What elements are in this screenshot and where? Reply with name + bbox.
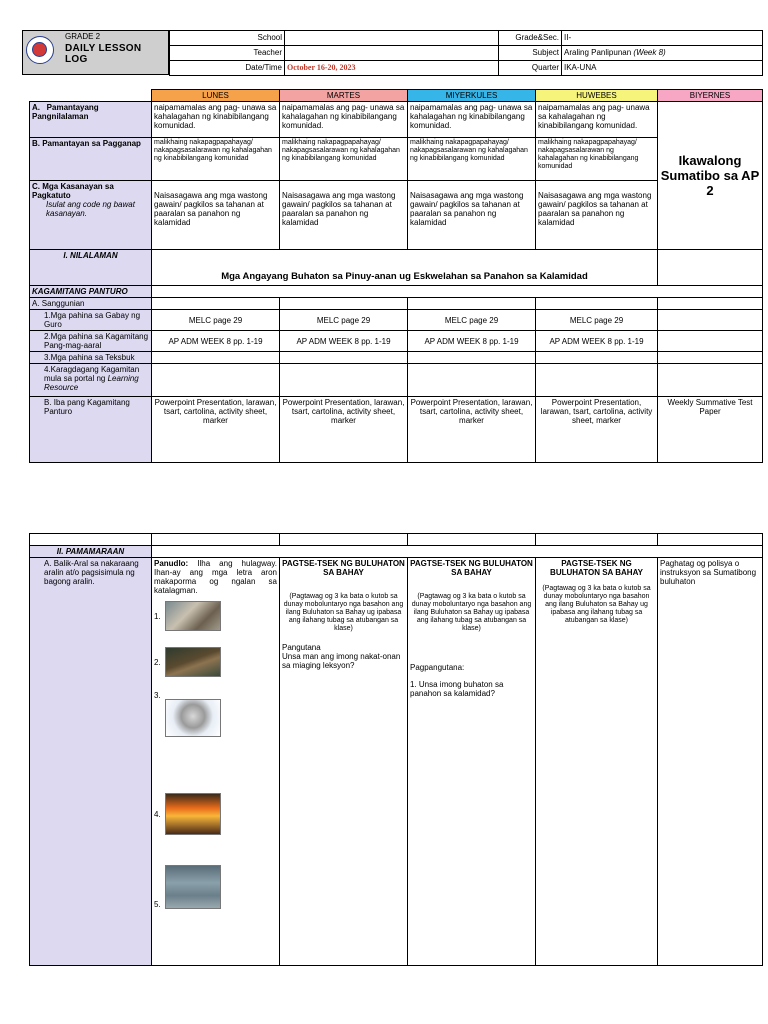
biyernes-summative-title: Ikawalong Sumatibo sa AP 2: [660, 153, 760, 198]
karagdagang-lunes[interactable]: [152, 364, 280, 397]
row-label-kagamitang-mag-aaral: 2.Mga pahina sa Kagamitang Pang-mag-aaral: [30, 331, 152, 352]
biyernes-summative-cell[interactable]: [658, 102, 763, 250]
row-label-teksbuk: 3.Mga pahina sa Teksbuk: [30, 352, 152, 364]
day-header-huwebes: HUWEBES: [536, 90, 658, 102]
sanggunian-lunes[interactable]: [152, 298, 280, 310]
teacher-value[interactable]: [285, 46, 499, 61]
quarter-label: Quarter: [499, 61, 562, 76]
subject-value: Araling Panlipunan: [564, 48, 632, 57]
day-header-miyerkules: MIYERKULES: [408, 90, 536, 102]
lunes-instruction: [154, 559, 277, 595]
lunes-text: Ilha ang hulagway. Ihan-ay ang mga letra aron makaporma og ngalan sa katalagman.: [154, 559, 277, 595]
pangnilalaman-huwebes[interactable]: naipamamalas ang pag- unawa sa kahalagahan ng kinabibilangang komunidad.: [536, 102, 658, 138]
karagdagang-italic: Learning Resource: [44, 374, 139, 392]
part2-blank-lunes: [152, 534, 280, 546]
pic-number-2: 2.: [154, 657, 161, 667]
miy-pagtse-title: PAGTSE-TSEK NG BULUHATON SA BAHAY: [410, 559, 533, 577]
pic-number-4: 4.: [154, 809, 161, 819]
school-label: School: [170, 31, 285, 46]
iba-biyernes[interactable]: Weekly Summative Test Paper: [658, 397, 763, 463]
row-label-karagdagang-kagamitan: [30, 364, 152, 397]
karagdagang-huwebes[interactable]: [536, 364, 658, 397]
volcano-eruption-photo-icon: [165, 699, 221, 737]
martes-pagtse-note: (Pagtawag og 3 ka bata o kutob sa dunay moboluntaryo nga basahon ang ilang Buluhaton sa Bahay ug ipabasa ang ilahang tubag sa atubangan sa klase): [283, 593, 404, 632]
part2-blank-biyernes: [658, 534, 763, 546]
martes-pagtse-title: PAGTSE-TSEK NG BULUHATON SA BAHAY: [282, 559, 405, 577]
corner-cell: [30, 90, 152, 102]
iba-huwebes[interactable]: Powerpoint Presentation, larawan, tsart, cartolina, activity sheet, marker: [536, 397, 658, 463]
balik-aral-lunes[interactable]: [152, 558, 280, 966]
balik-aral-miyerkules[interactable]: [408, 558, 536, 966]
martes-question: Unsa man ang imong nakat-onan sa miaging leksyon?: [282, 652, 401, 670]
teacher-label: Teacher: [170, 46, 285, 61]
row-label-pamamaraan: II. PAMAMARAAN: [30, 546, 152, 558]
sanggunian-huwebes[interactable]: [536, 298, 658, 310]
karagdagang-text: 4.Karagdagang Kagamitan mula sa portal ng: [44, 365, 140, 383]
flood-road-photo-icon: [165, 647, 221, 677]
sanggunian-biyernes[interactable]: [658, 298, 763, 310]
gabay-huwebes[interactable]: MELC page 29: [536, 310, 658, 331]
document-title: DAILY LESSON LOG: [65, 43, 142, 65]
row-label-pamantayan-pagganap: B. Pamantayan sa Pagganap: [30, 138, 152, 181]
subject-week: (Week 8): [633, 48, 666, 57]
huw-pagtse-title: PAGTSE-TSEK NG BULUHATON SA BAHAY: [550, 559, 643, 577]
picture-item-5: [154, 865, 277, 909]
part2-blank-miyerkules: [408, 534, 536, 546]
row-c-text: C. Mga Kasanayan sa Pagkatuto: [32, 182, 114, 200]
karagdagang-biyernes[interactable]: [658, 364, 763, 397]
teksbuk-biyernes[interactable]: [658, 352, 763, 364]
row-a-num: A.: [32, 103, 40, 112]
row-label-gabay-guro: 1.Mga pahina sa Gabay ng Guro: [30, 310, 152, 331]
kasanayan-huwebes[interactable]: Naisasagawa ang mga wastong gawain/ pagkilos sa tahanan at paaralan sa panahon ng kalamidad: [536, 181, 658, 250]
miy-pagtse-note: (Pagtawag og 3 ka bata o kutob sa dunay moboluntaryo nga basahon ang ilang Buluhaton sa Bahay ug ipabasa ang ilahang tubag sa atubangan sa klase): [411, 593, 532, 632]
teksbuk-lunes[interactable]: [152, 352, 280, 364]
kagamitang-martes[interactable]: AP ADM WEEK 8 pp. 1-19: [280, 331, 408, 352]
gabay-miyerkules[interactable]: MELC page 29: [408, 310, 536, 331]
quarter-value[interactable]: IKA-UNA: [562, 61, 763, 76]
pagganap-miyerkules[interactable]: malikhaing nakapagpapahayag/ nakapagsasalarawan ng kahalagahan ng kinabibilangang komunidad: [408, 138, 536, 181]
row-c-subtext: Isulat ang code ng bawat kasanayan.: [46, 200, 135, 218]
row-label-balik-aral: A. Balik-Aral sa nakaraang aralin at/o pagsisimula ng bagong aralin.: [30, 558, 152, 966]
kasanayan-martes[interactable]: Naisasagawa ang mga wastong gawain/ pagkilos sa tahanan at paaralan sa panahon ng kalamidad: [280, 181, 408, 250]
pic-number-3: 3.: [154, 691, 161, 700]
teksbuk-martes[interactable]: [280, 352, 408, 364]
row-label-iba-pang-kagamitan: B. Iba pang Kagamitang Panturo: [30, 397, 152, 463]
gabay-lunes[interactable]: MELC page 29: [152, 310, 280, 331]
miy-question: 1. Unsa imong buhaton sa panahon sa kalamidad?: [410, 680, 504, 698]
row-label-kasanayan: [30, 181, 152, 250]
nilalaman-value[interactable]: Mga Angayang Buhaton sa Pinuy-anan ug Eskwelahan sa Panahon sa Kalamidad: [152, 250, 658, 286]
lesson-table-part2: [29, 533, 763, 966]
sanggunian-miyerkules[interactable]: [408, 298, 536, 310]
karagdagang-miyerkules[interactable]: [408, 364, 536, 397]
kagamitang-lunes[interactable]: AP ADM WEEK 8 pp. 1-19: [152, 331, 280, 352]
lesson-table-part1: [29, 89, 763, 463]
pic-number-1: 1.: [154, 611, 161, 621]
row-label-nilalaman: I. NILALAMAN: [30, 250, 152, 286]
picture-item-3: [154, 691, 277, 737]
row-a-text: Pamantayang Pangnilalaman: [32, 103, 99, 121]
grade-label: GRADE 2: [65, 32, 101, 41]
gabay-martes[interactable]: MELC page 29: [280, 310, 408, 331]
day-header-lunes: LUNES: [152, 90, 280, 102]
pangnilalaman-lunes[interactable]: naipamamalas ang pag- unawa sa kahalagahan ng kinabibilangang komunidad.: [152, 102, 280, 138]
teksbuk-miyerkules[interactable]: [408, 352, 536, 364]
part2-blank-label: [30, 534, 152, 546]
header-logo-block: [22, 30, 169, 75]
subject-value-cell[interactable]: [562, 46, 763, 61]
iba-martes[interactable]: Powerpoint Presentation, larawan, tsart, cartolina, activity sheet, marker: [280, 397, 408, 463]
street-flood-photo-icon: [165, 865, 221, 909]
gradesec-label: Grade&Sec.: [499, 31, 562, 46]
house-fire-photo-icon: [165, 793, 221, 835]
gradesec-value[interactable]: II-: [562, 31, 763, 46]
iba-miyerkules[interactable]: Powerpoint Presentation, larawan, tsart, cartolina, activity sheet, marker: [408, 397, 536, 463]
landslide-photo-icon: [165, 601, 221, 631]
day-header-martes: MARTES: [280, 90, 408, 102]
teksbuk-huwebes[interactable]: [536, 352, 658, 364]
balik-aral-huwebes[interactable]: [536, 558, 658, 966]
pamamaraan-empty: [152, 546, 763, 558]
part2-blank-huwebes: [536, 534, 658, 546]
day-header-biyernes: BIYERNES: [658, 90, 763, 102]
balik-aral-biyernes[interactable]: Paghatag og polisya o instruksyon sa Sumatibong buluhaton: [658, 558, 763, 966]
kagamitang-huwebes[interactable]: AP ADM WEEK 8 pp. 1-19: [536, 331, 658, 352]
pangnilalaman-martes[interactable]: naipamamalas ang pag- unawa sa kahalagahan ng kinabibilangang komunidad.: [280, 102, 408, 138]
datetime-label: Date/Time: [170, 61, 285, 76]
martes-pangutana: Pangutana: [282, 643, 321, 652]
row-label-pamantayang-pangnilalaman: [30, 102, 152, 138]
pagganap-huwebes[interactable]: malikhaing nakapagpapahayag/ nakapagsasalarawan ng kahalagahan ng kinabibilangang komunidad: [536, 138, 658, 181]
deped-seal-icon: [26, 36, 54, 64]
kasanayan-miyerkules[interactable]: Naisasagawa ang mga wastong gawain/ pagkilos sa tahanan at paaralan sa panahon ng kalamidad: [408, 181, 536, 250]
picture-item-4: [154, 793, 277, 835]
picture-item-1: [154, 601, 277, 631]
kagamitang-miyerkules[interactable]: AP ADM WEEK 8 pp. 1-19: [408, 331, 536, 352]
miy-pagpangutana: Pagpangutana:: [410, 663, 465, 672]
header-info-table: [169, 30, 763, 76]
gabay-biyernes[interactable]: [658, 310, 763, 331]
pic-number-5: 5.: [154, 900, 161, 909]
pangnilalaman-miyerkules[interactable]: naipamamalas ang pag- unawa sa kahalagahan ng kinabibilangang komunidad.: [408, 102, 536, 138]
pagganap-lunes[interactable]: malikhaing nakapagpapahayag/ nakapagsasalarawan ng kahalagahan ng kinabibilangang komunidad: [152, 138, 280, 181]
part2-blank-martes: [280, 534, 408, 546]
school-value[interactable]: [285, 31, 499, 46]
nilalaman-biyernes[interactable]: [658, 250, 763, 286]
subject-label: Subject: [499, 46, 562, 61]
kagamitan-empty: [152, 286, 763, 298]
kasanayan-lunes[interactable]: Naisasagawa ang mga wastong gawain/ pagkilos sa tahanan at paaralan sa panahon ng kalamidad: [152, 181, 280, 250]
pagganap-martes[interactable]: malikhaing nakapagpapahayag/ nakapagsasalarawan ng kahalagahan ng kinabibilangang komunidad: [280, 138, 408, 181]
row-label-sanggunian: A. Sanggunian: [30, 298, 152, 310]
iba-lunes[interactable]: Powerpoint Presentation, larawan, tsart, cartolina, activity sheet, marker: [152, 397, 280, 463]
kagamitang-biyernes[interactable]: [658, 331, 763, 352]
lunes-panudlo: Panudlo:: [154, 559, 189, 568]
sanggunian-martes[interactable]: [280, 298, 408, 310]
picture-item-2: [154, 647, 277, 677]
huw-pagtse-note: (Pagtawag og 3 ka bata o kutob sa dunay moboluntaryo nga basahon ang ilang Buluhaton sa Bahay ug ipabasa ang ilahang tubag sa atubangan sa klase): [542, 585, 651, 624]
row-label-kagamitang-panturo: KAGAMITANG PANTURO: [30, 286, 152, 298]
karagdagang-martes[interactable]: [280, 364, 408, 397]
balik-aral-martes[interactable]: [280, 558, 408, 966]
datetime-value[interactable]: October 16-20, 2023: [285, 61, 499, 76]
